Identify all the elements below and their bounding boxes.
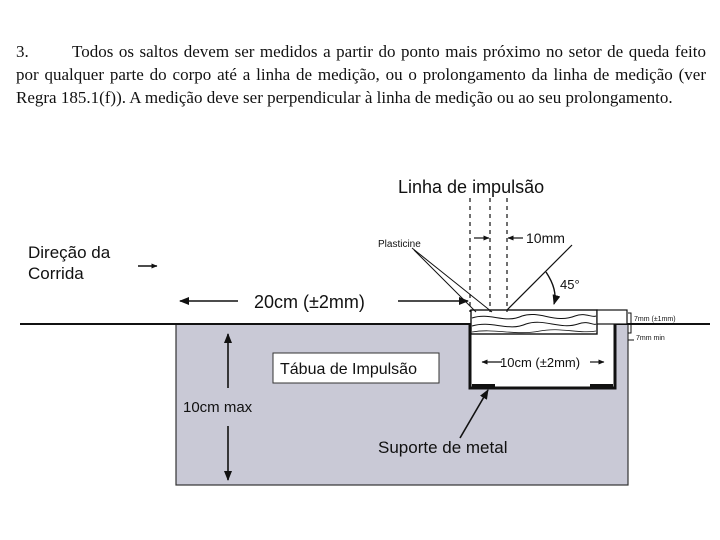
takeoff-line-label: Linha de impulsão [398,177,545,197]
dim-10cm-max-label: 10cm max [183,399,253,416]
dim-7mm-tolerance-label: 7mm (±1mm) [634,316,676,323]
metal-support-label: Suporte de metal [378,438,508,457]
dim-10cm-board-label: 10cm (±2mm) [500,355,581,370]
paragraph-text: Todos os saltos devem ser medidos a partir do ponto mais próximo no setor de queda feito por qualquer parte do corpo até a linha de medição, ou o prolongamento da linha de medição (ver Regra 185.1(f)). A medição deve ser perpendicular à linha de medição ou ao seu prolongamento. [16,42,706,107]
direction-label-1: Direção da [28,243,111,262]
plasticine-label: Plasticine [378,239,421,250]
dim-20cm-label: 20cm (±2mm) [254,292,365,312]
plasticine-leader-1 [412,248,492,312]
direction-label-2: Corrida [28,264,84,283]
board-label: Tábua de Impulsão [280,361,417,378]
dim-10mm-label: 10mm [526,230,565,246]
dim-7mm-min-label: 7mm min [636,335,665,342]
angle-45-label: 45° [560,277,580,292]
paragraph-number: 3. [16,42,29,61]
angle-45-arc [546,272,555,304]
